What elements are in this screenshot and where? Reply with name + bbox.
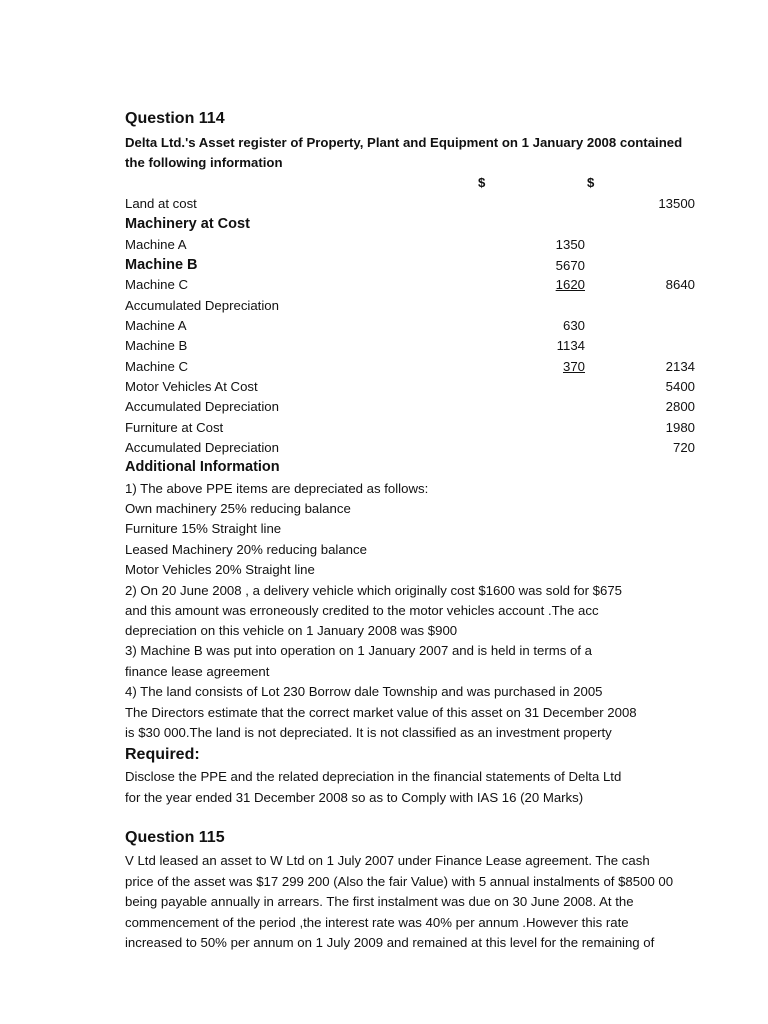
row-col1-value-underlined: 370 [562,359,585,374]
additional-line: 2) On 20 June 2008 , a delivery vehicle which originally cost $1600 was sold for $675 [125,583,623,598]
row-label: Machine A [125,318,187,333]
question-115-line: increased to 50% per annum on 1 July 2009 and remained at this level for the remaining of [125,935,655,950]
additional-line: Leased Machinery 20% reducing balance [125,542,367,557]
row-col2-value: 2134 [665,359,695,374]
row-col1-value-underlined: 1620 [555,277,585,292]
row-label-heading: Machinery at Cost [125,216,250,232]
column-header-1: $ [478,175,486,190]
additional-line: Own machinery 25% reducing balance [125,501,351,516]
row-label: Land at cost [125,196,197,211]
column-header-2: $ [587,175,595,190]
row-label: Motor Vehicles At Cost [125,379,258,394]
row-col1-value: 630 [562,318,585,333]
row-label: Machine C [125,277,189,292]
question-115-line: commencement of the period ,the interest rate was 40% per annum .However this rate [125,915,629,930]
question-114-title: Question 114 [125,110,225,127]
question-115-line: V Ltd leased an asset to W Ltd on 1 July 2007 under Finance Lease agreement. The cash [125,853,650,868]
question-114-intro-line-2: the following information [125,155,283,170]
row-col2-value: 13500 [658,196,695,211]
row-col2-value: 5400 [665,379,695,394]
additional-line: 1) The above PPE items are depreciated as follows: [125,481,429,496]
row-label: Furniture at Cost [125,420,224,435]
row-col2-value: 8640 [665,277,695,292]
additional-information-heading: Additional Information [125,459,280,475]
row-col1-value: 1134 [556,338,585,353]
additional-line: finance lease agreement [125,664,270,679]
question-115-line: price of the asset was $17 299 200 (Also the fair Value) with 5 annual instalments of $8500 00 [125,874,674,889]
question-115-line: being payable annually in arrears. The first instalment was due on 30 June 2008. At the [125,894,634,909]
required-line: Disclose the PPE and the related depreciation in the financial statements of Delta Ltd [125,769,622,784]
additional-line: and this amount was erroneously credited to the motor vehicles account .The acc [125,603,599,618]
row-label: Accumulated Depreciation [125,298,279,313]
additional-line: 4) The land consists of Lot 230 Borrow dale Township and was purchased in 2005 [125,684,603,699]
additional-line: is $30 000.The land is not depreciated. It is not classified as an investment property [125,725,612,740]
additional-line: Motor Vehicles 20% Straight line [125,562,315,577]
additional-line: 3) Machine B was put into operation on 1 January 2007 and is held in terms of a [125,643,592,658]
row-label: Accumulated Depreciation [125,440,279,455]
row-label: Machine A [125,237,187,252]
row-label: Machine B [125,338,188,353]
row-col1-value: 1350 [555,237,585,252]
row-col2-value: 720 [672,440,695,455]
additional-line: Furniture 15% Straight line [125,521,282,536]
row-col1-value: 5670 [555,258,585,273]
question-115-title: Question 115 [125,829,225,846]
additional-line: depreciation on this vehicle on 1 January 2008 was $900 [125,623,458,638]
row-col2-value: 2800 [665,399,695,414]
additional-line: The Directors estimate that the correct market value of this asset on 31 December 2008 [125,705,637,720]
row-label: Machine C [125,359,189,374]
row-label-bold: Machine B [125,257,198,273]
required-line: for the year ended 31 December 2008 so as to Comply with IAS 16 (20 Marks) [125,790,584,805]
question-114-intro-line-1: Delta Ltd.'s Asset register of Property, Plant and Equipment on 1 January 2008 contained [125,135,683,150]
row-col2-value: 1980 [665,420,695,435]
row-label: Accumulated Depreciation [125,399,279,414]
required-heading: Required: [125,746,200,763]
